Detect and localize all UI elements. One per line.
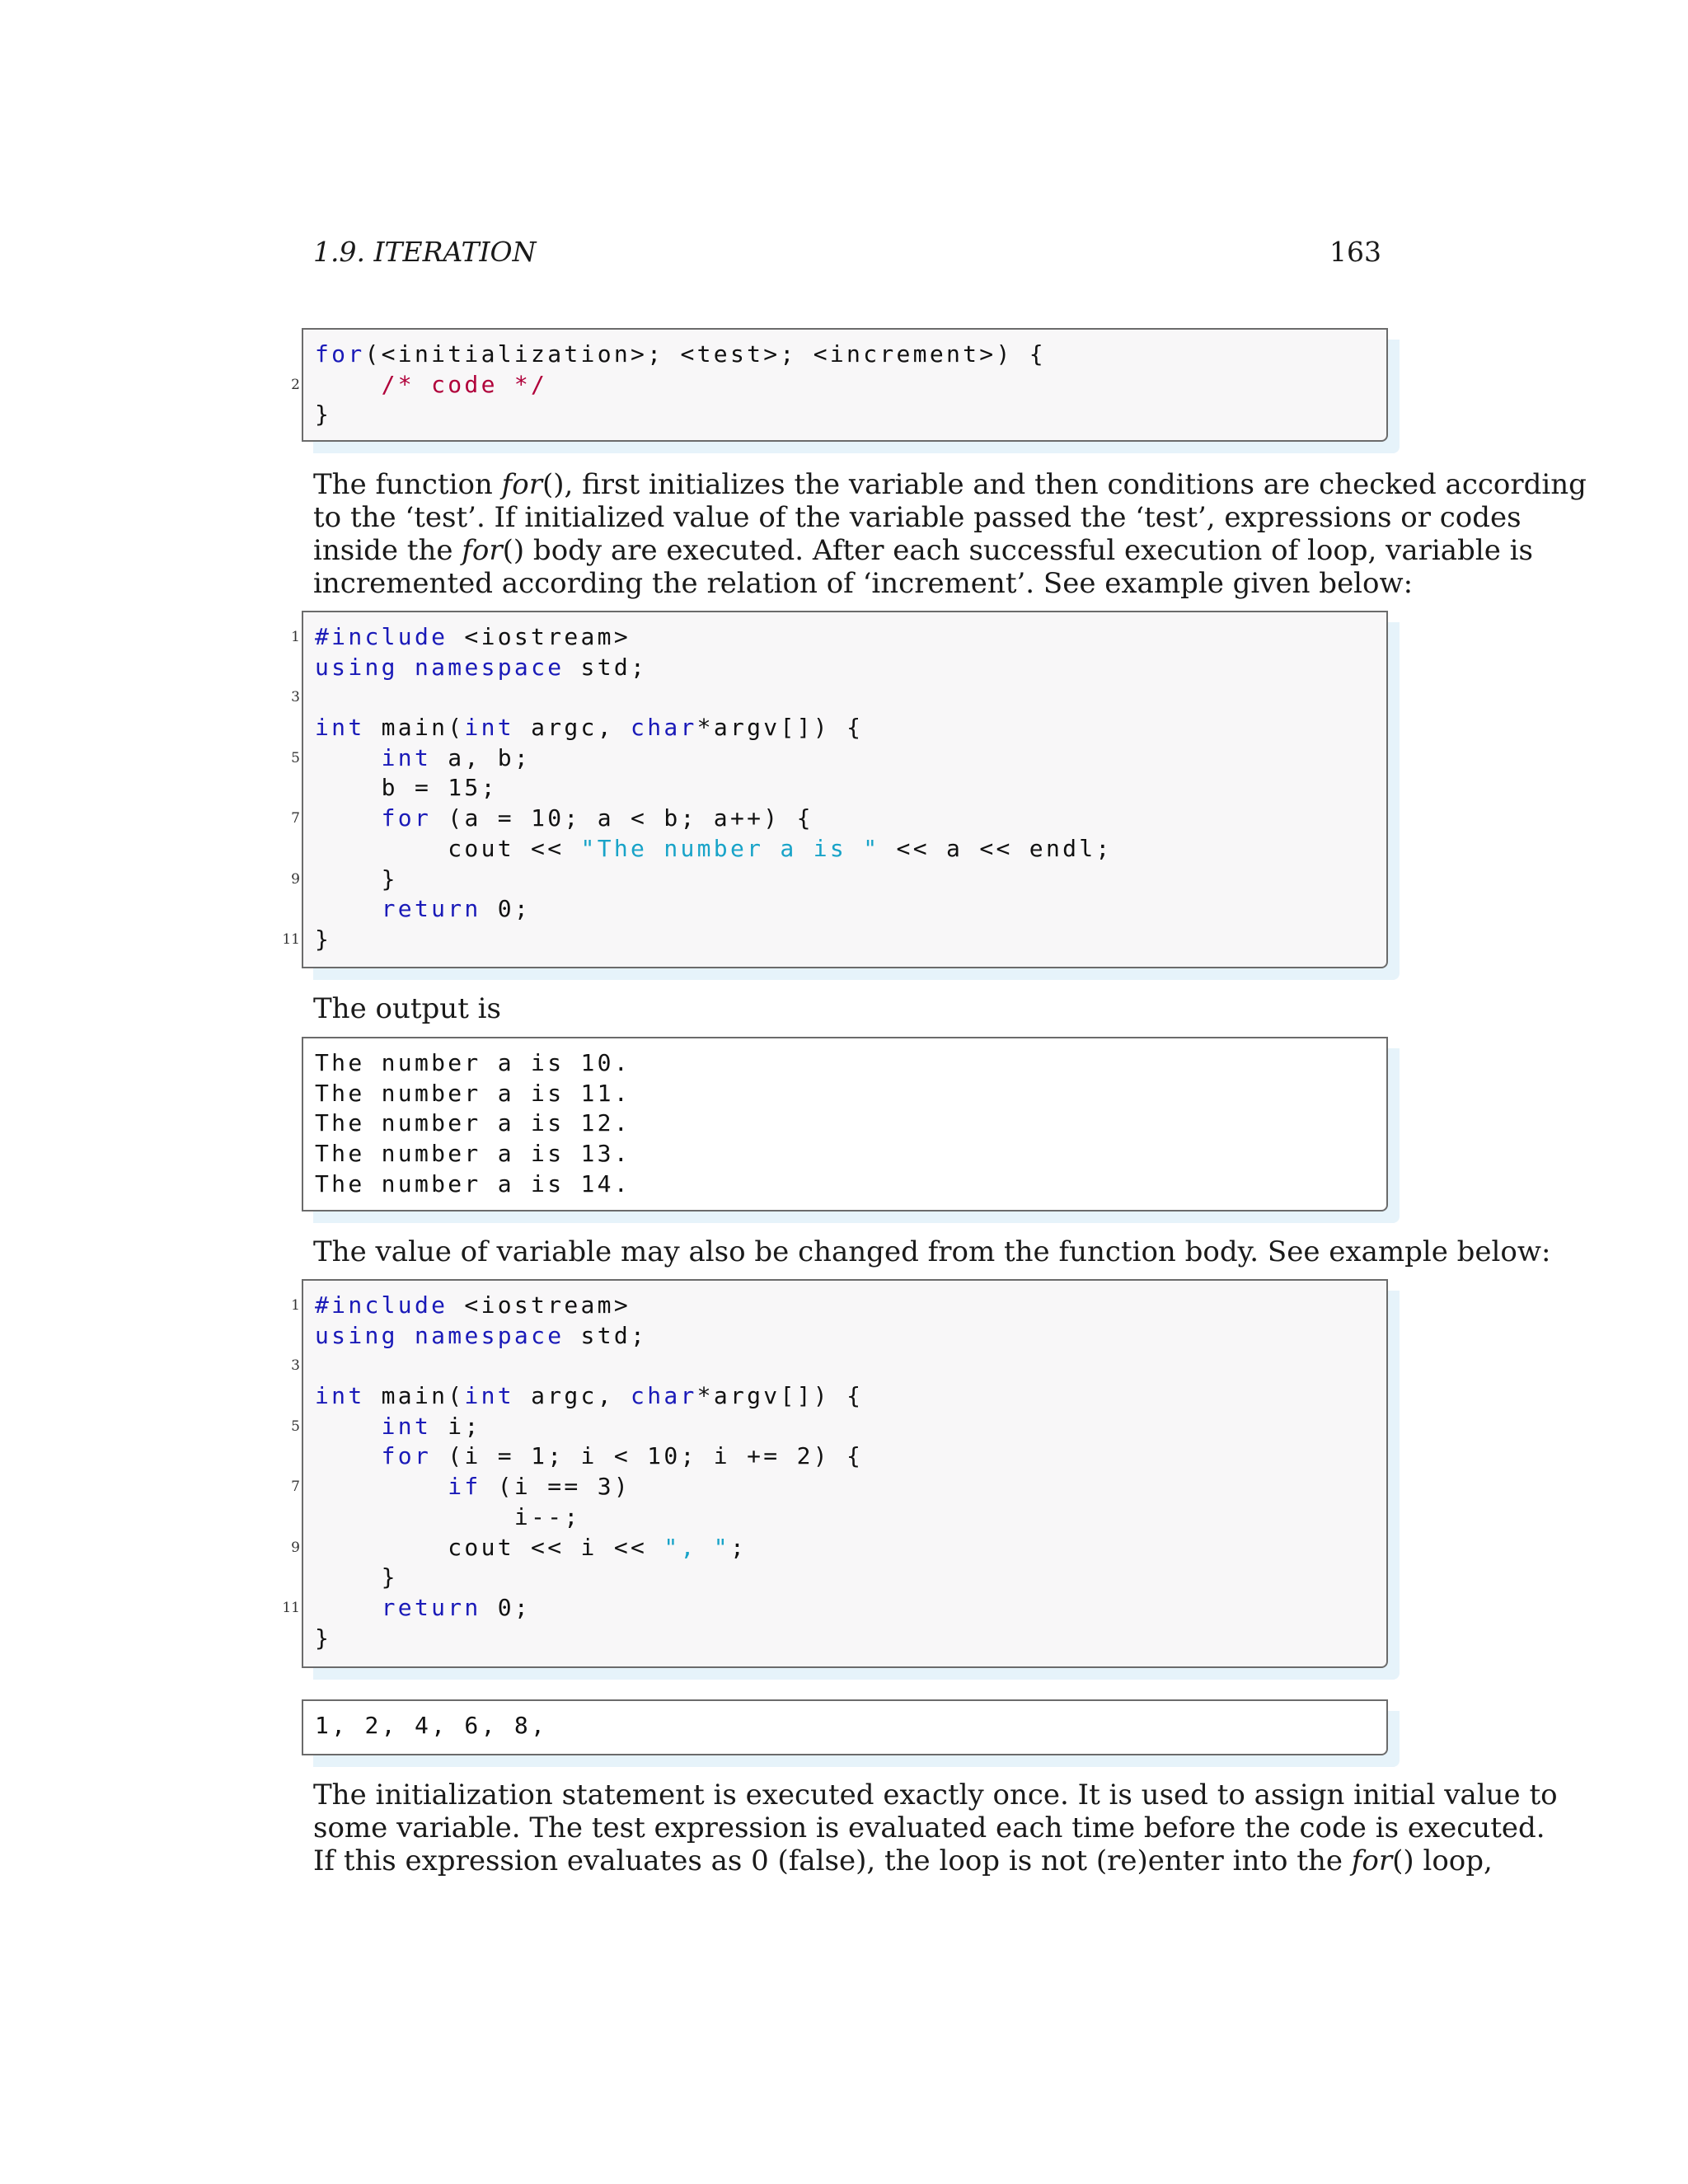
output-line: The number a is 11. [315, 1079, 631, 1107]
code-line: 9 cout << i << ", "; [315, 1533, 863, 1563]
page-number: 163 [1329, 236, 1381, 268]
output-line: The number a is 14. [315, 1169, 631, 1197]
output-line: 1, 2, 4, 6, 8, [315, 1712, 548, 1739]
line-number: 7 [291, 1479, 300, 1496]
paragraph-initialization: The initialization statement is executed exactly once. It is used to assign initial value to some variable. The test expression is evaluated each time before the code is executed. If this expression evaluates as 0 (false), the loop is not (re)enter into the for() loop, [313, 1779, 1558, 1877]
code-block-example-2 [282, 1279, 1388, 1668]
section-title: 1.9. ITERATION [313, 236, 537, 268]
line-number: 2 [291, 376, 300, 393]
paragraph-body-change: The value of variable may also be changed from the function body. See example below: [313, 1235, 1551, 1268]
line-number: 7 [291, 810, 300, 827]
code-line: 9 } [315, 865, 1113, 895]
code-line: 7 for (a = 10; a < b; a++) { [315, 804, 1113, 834]
line-number: 5 [291, 749, 300, 766]
code-line: int main(int argc, char*argv[]) { [315, 714, 864, 742]
code-line [291, 1351, 863, 1381]
code-line: using namespace std; [315, 1321, 648, 1349]
line-number: 3 [291, 689, 300, 706]
code-line: cout << "The number a is " << a << endl; [315, 834, 1113, 862]
code-line: for (i = 1; i < 10; i += 2) { [381, 1442, 864, 1470]
code-line: 1 #include <iostream> [315, 1291, 863, 1321]
code-line: 2 /* code */ [315, 370, 1046, 401]
output-block-2 [302, 1699, 1388, 1755]
line-number: 1 [291, 629, 300, 645]
paragraph-output-intro: The output is [313, 992, 501, 1025]
line-number: 9 [291, 870, 300, 888]
code-line: int main(int argc, char*argv[]) { [315, 1382, 864, 1410]
code-line [291, 682, 1113, 713]
paragraph-for-description: The function for(), first initializes the variable and then conditions are checked according to the ‘test’. If initialized value of the variable passed the ‘test’, expressions or codes inside the for() body are executed. After each successful execution of loop, variable is incremented according the relation of ‘increment’. See example given below: [313, 468, 1587, 600]
code-line: 7 if (i == 3) [315, 1472, 863, 1502]
code-line: 11 return 0; [315, 1593, 863, 1624]
line-number: 9 [291, 1539, 300, 1556]
code-line: } [315, 1563, 398, 1591]
code-line: i--; [315, 1502, 581, 1530]
code-line: } [315, 401, 332, 429]
output-line: The number a is 10. [315, 1049, 631, 1076]
line-number: 1 [291, 1297, 300, 1314]
code-line: 11 } [315, 925, 1113, 955]
code-line: } [315, 1624, 332, 1652]
line-number: 11 [282, 1599, 300, 1616]
code-line: b = 15; [315, 774, 498, 802]
line-number: 3 [291, 1357, 300, 1375]
output-line: The number a is 12. [315, 1109, 631, 1137]
code-line: 5 int a, b; [315, 743, 1113, 774]
output-block-1 [302, 1037, 1388, 1212]
code-block-for-syntax [291, 328, 1388, 442]
output-line: The number a is 13. [315, 1140, 631, 1168]
line-number: 11 [282, 930, 300, 948]
code-line: for(<initialization>; <test>; <increment>) { [315, 340, 1046, 368]
code-line: 5 int i; [315, 1412, 863, 1442]
code-line: return 0; [381, 895, 532, 923]
line-number: 5 [291, 1418, 300, 1435]
code-line: using namespace std; [315, 653, 648, 681]
code-block-example-1 [282, 611, 1388, 968]
code-line: 1 #include <iostream> [315, 622, 1113, 653]
running-header [313, 236, 1381, 272]
